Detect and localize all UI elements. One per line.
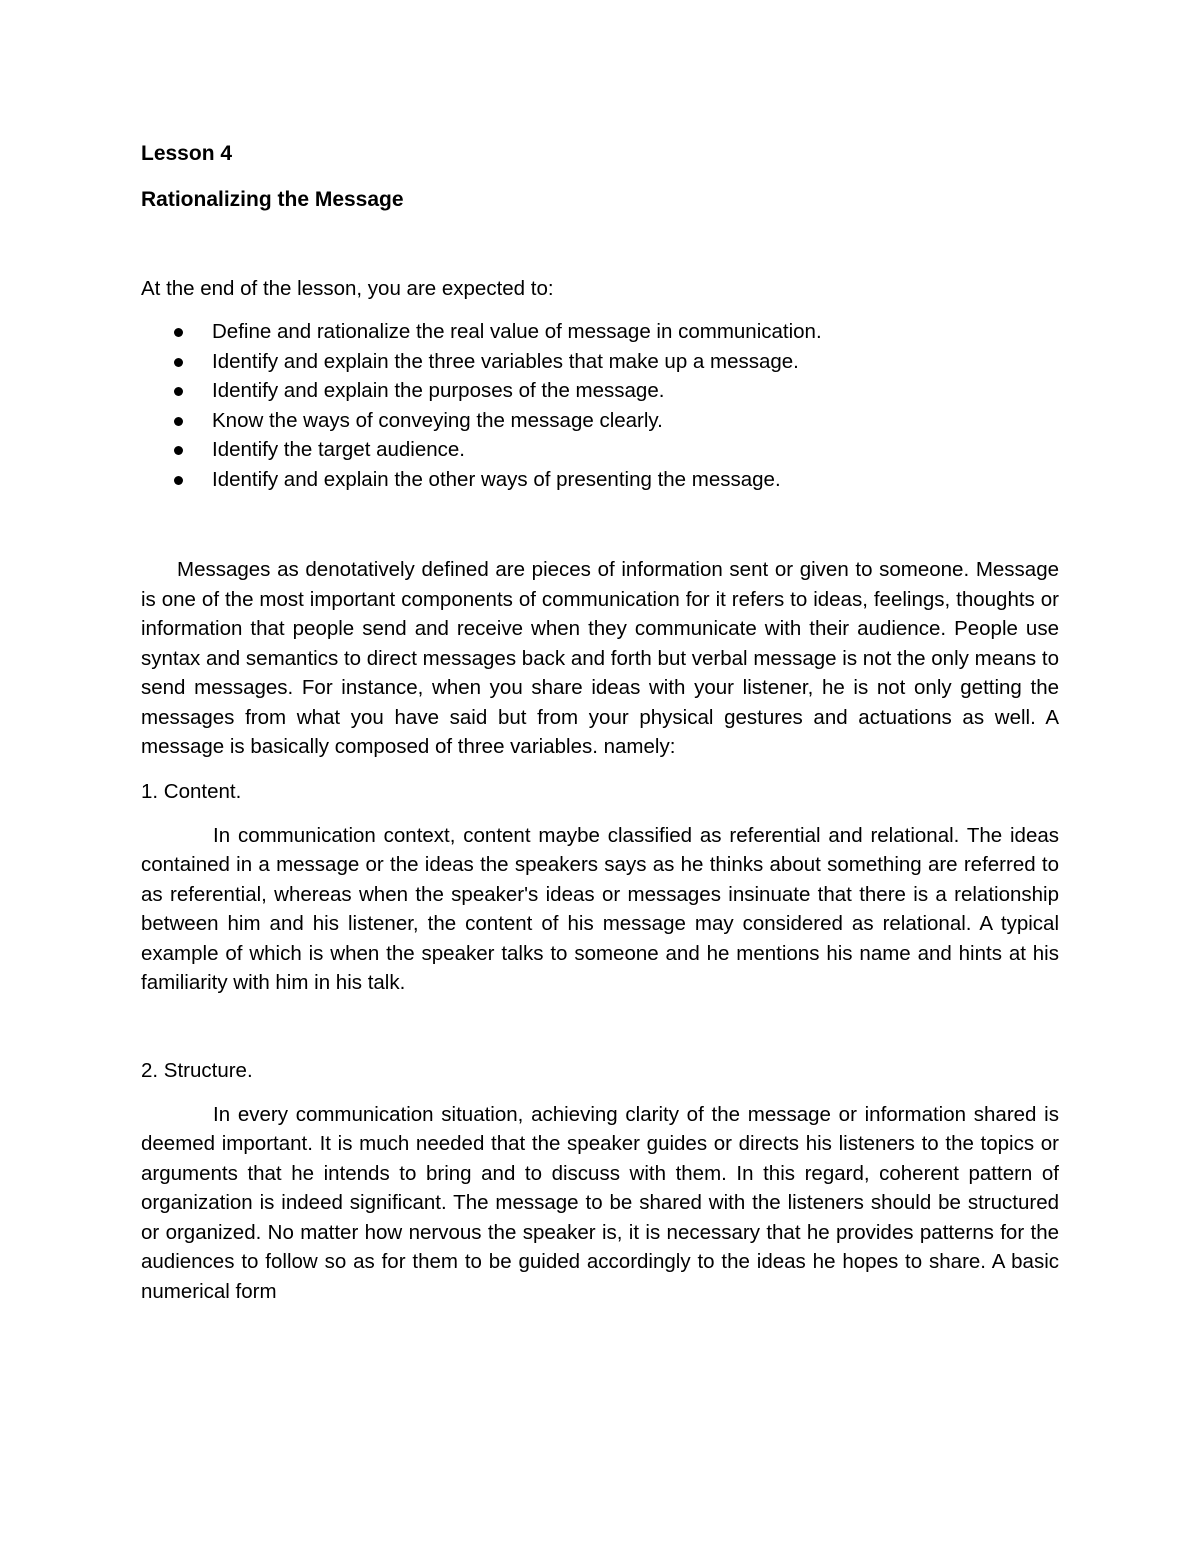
bullet-icon: [174, 328, 183, 337]
document-page: [141, 139, 1059, 1306]
bullet-icon: [174, 417, 183, 426]
lesson-title: Rationalizing the Message: [141, 188, 404, 211]
section-structure-body: In every communication situation, achieving clarity of the message or information shared is deemed important. It is much needed that the speaker guides or directs his listeners to the topics or arguments that he intends to bring and to discuss with them. In this regard, coherent pattern of organization is indeed significant. The message to be shared with the listeners should be structured or organized. No matter how nervous the speaker is, it is necessary that he provides patterns for the audiences to follow so as for them to be guided accordingly to the ideas he hopes to share. A basic numerical form: [141, 1102, 1059, 1303]
objective-item: [141, 376, 1059, 406]
lesson-label: Lesson 4: [141, 142, 233, 165]
objective-item: [141, 347, 1059, 377]
objective-item: [141, 435, 1059, 465]
objective-item: [141, 406, 1059, 436]
objective-text: Identify the target audience.: [212, 438, 466, 461]
objective-item: [141, 465, 1059, 495]
objective-text: Define and rationalize the real value of message in communication.: [212, 320, 822, 343]
objective-text: Identify and explain the three variables that make up a message.: [212, 349, 799, 373]
objective-text: Know the ways of conveying the message clearly.: [212, 408, 663, 432]
objective-text: Identify and explain the other ways of presenting the message.: [212, 467, 781, 491]
bullet-icon: [174, 476, 183, 485]
bullet-icon: [174, 358, 183, 367]
bullet-icon: [174, 446, 183, 455]
bullet-icon: [174, 387, 183, 396]
objectives-intro: At the end of the lesson, you are expected to:: [141, 277, 554, 300]
section-content-body: In communication context, content maybe classified as referential and relational. The ideas contained in a message or the ideas the speakers says as he thinks about something are referred to as referential, whereas when the speaker's ideas or messages insinuate that there is a relationship between him and his listener, the content of his message may considered as relational. A typical example of which is when the speaker talks to someone and he mentions his name and hints at his familiarity with him in his talk.: [141, 823, 1059, 994]
objectives-list: [141, 317, 1059, 494]
section-structure-label: 2. Structure.: [141, 1058, 253, 1082]
objective-text: Identify and explain the purposes of the message.: [212, 379, 665, 402]
intro-paragraph: Messages as denotatively defined are pieces of information sent or given to someone. Message is one of the most important components of communication for it refers to ideas, feelings, thoughts or information that people send and receive when they communicate with their audience. People use syntax and semantics to direct messages back and forth but verbal message is not the only means to send messages. For instance, when you share ideas with your listener, he is not only getting the messages from what you have said but from your physical gestures and actuations as well. A message is basically composed of three variables. namely:: [141, 558, 1059, 758]
objective-item: [141, 317, 1059, 347]
section-content-label: 1. Content.: [141, 779, 242, 803]
